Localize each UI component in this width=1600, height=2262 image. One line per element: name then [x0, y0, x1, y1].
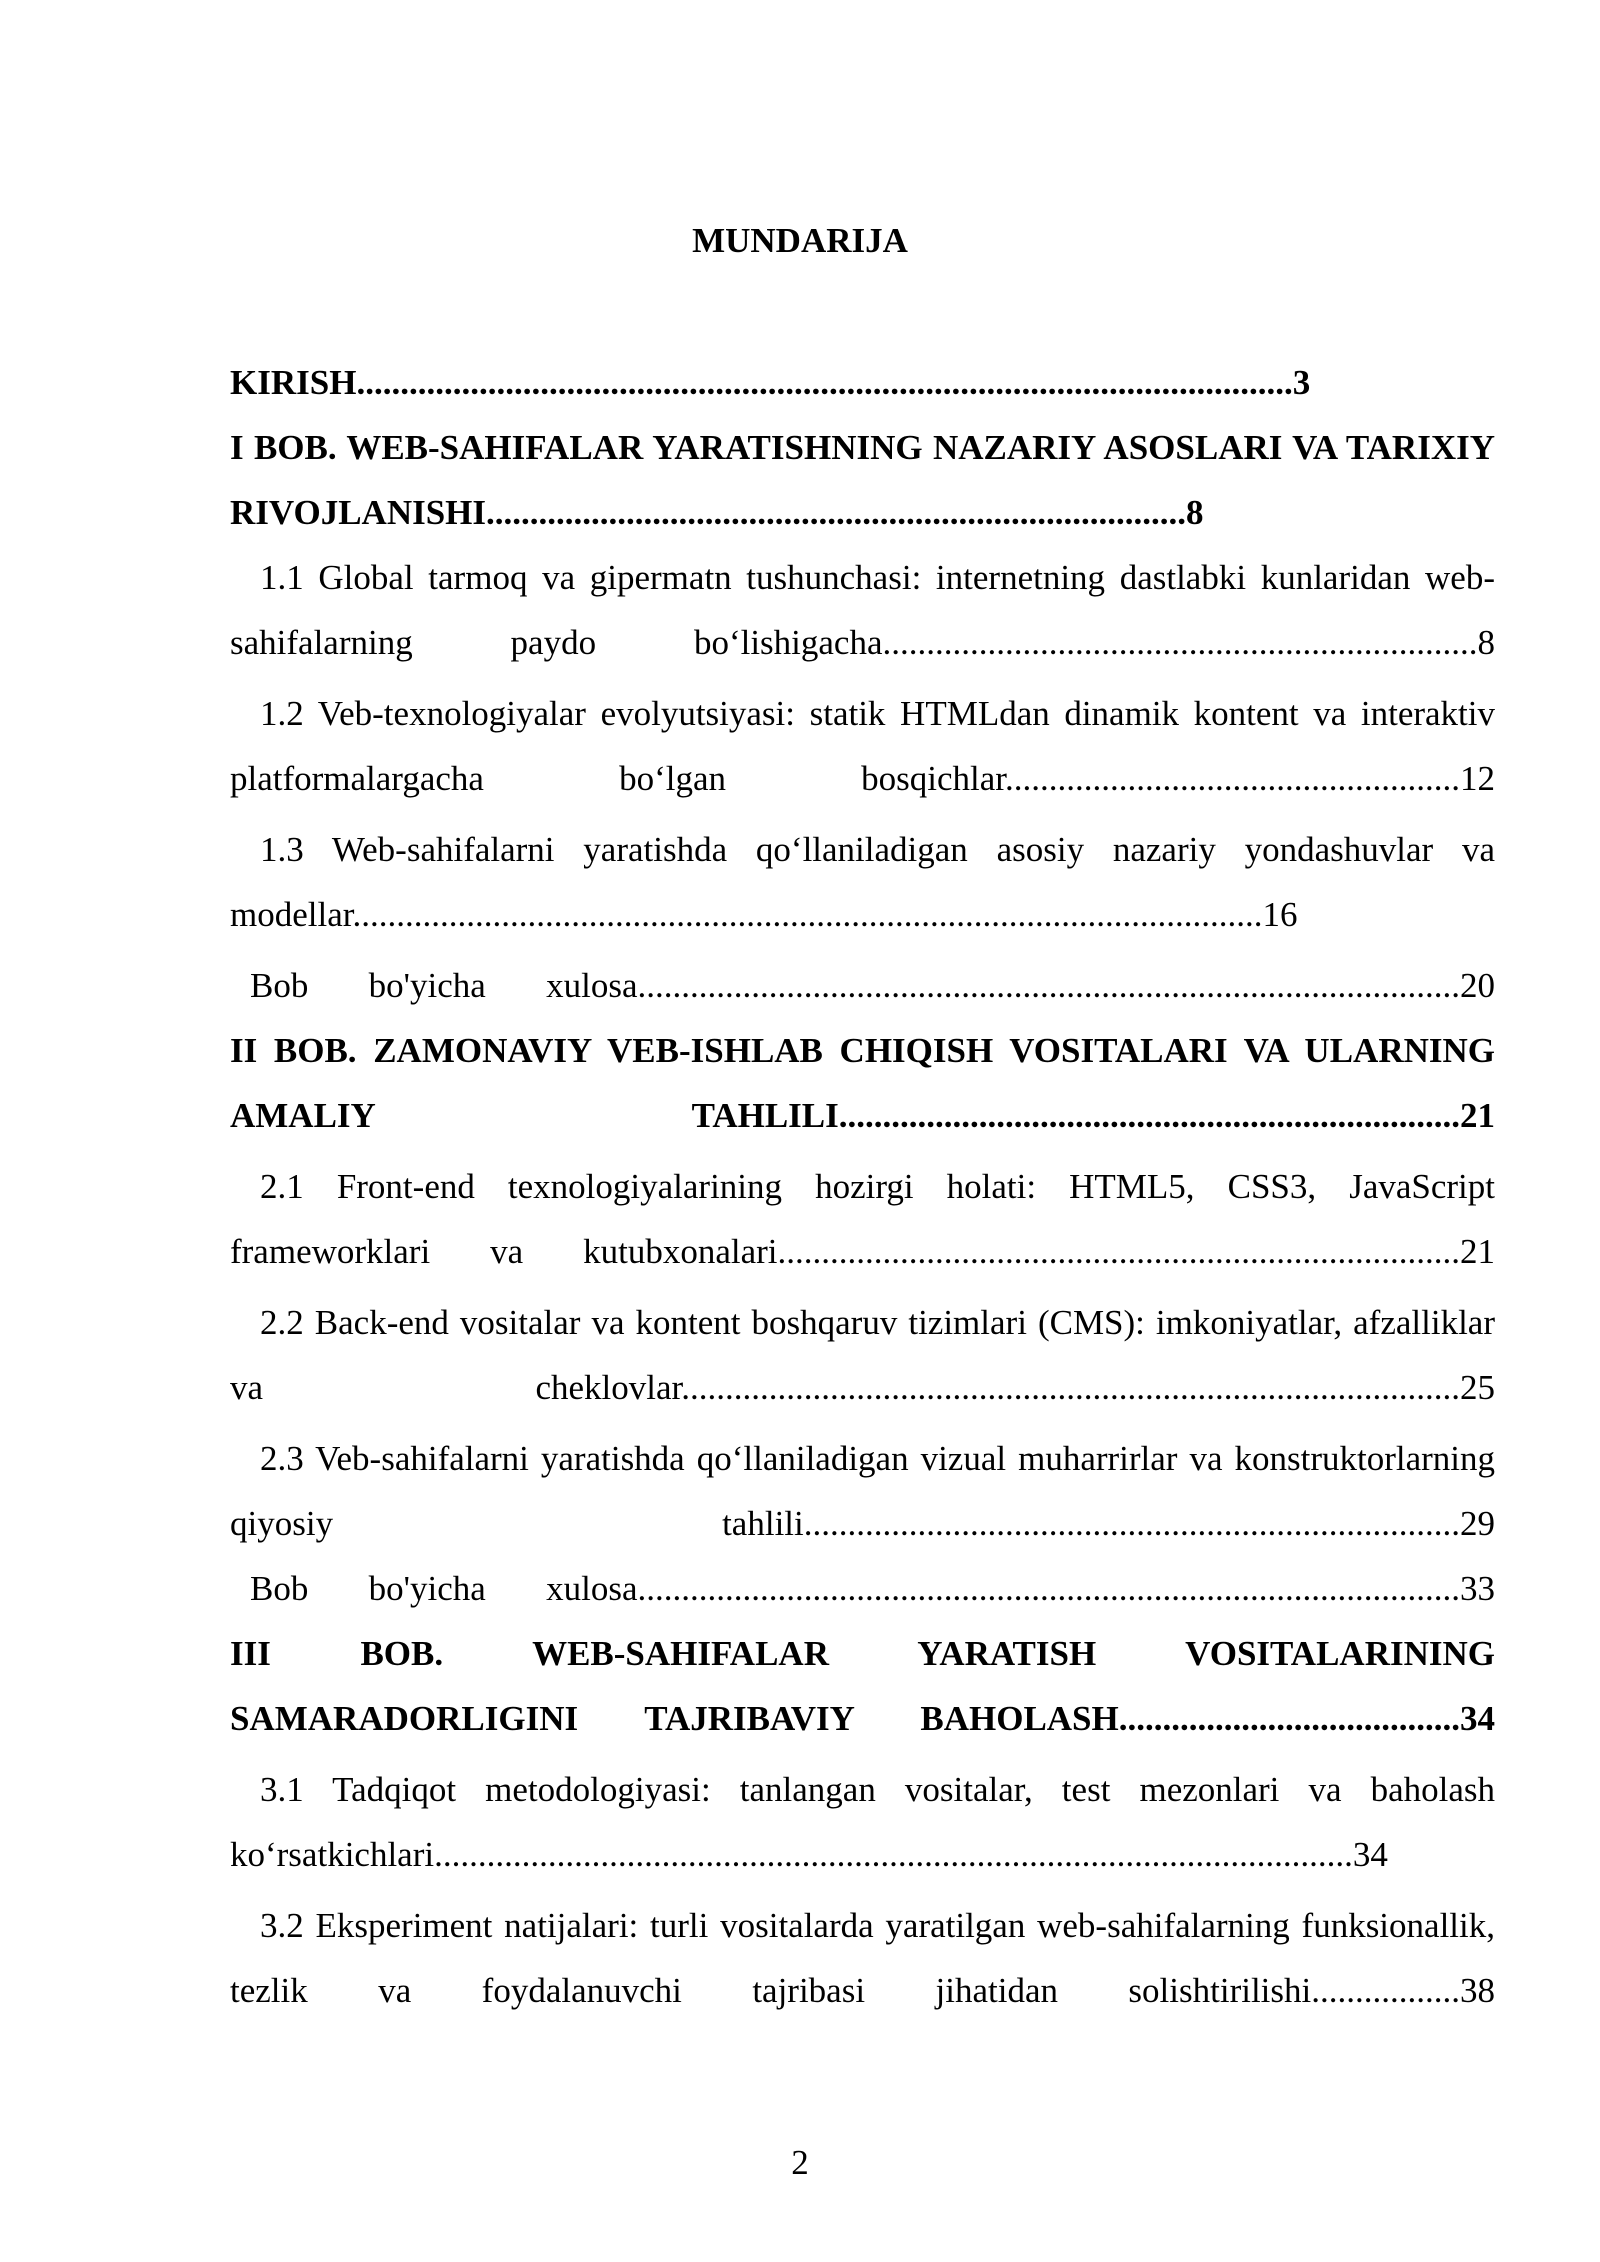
toc-entry-page: 12 — [1460, 759, 1495, 798]
toc-entry-text: Bob bo'yicha xulosa — [250, 966, 638, 1005]
leader-dots: .............................................................................. — [777, 1232, 1460, 1271]
toc-entry-page: 3 — [1292, 363, 1311, 402]
toc-entry-section-2-1[interactable] — [230, 1154, 1495, 1284]
toc-entry-chapter-1[interactable] — [230, 415, 1495, 545]
toc-entry-text: 3.2 Eksperiment natijalari: turli vositalarda yaratilgan web-sahifalarning funksionallik, tezlik va foydalanuvchi tajribasi jihatidan solishtirilishi — [230, 1906, 1495, 2010]
toc-entry-section-2-2[interactable] — [230, 1290, 1495, 1420]
leader-dots: ....................................................................... — [838, 1096, 1460, 1135]
leader-dots: ........................................................................................................... — [356, 363, 1293, 402]
toc-entry-page: 25 — [1460, 1368, 1495, 1407]
toc-entry-text: KIRISH — [230, 363, 357, 402]
toc-entry-text: 2.2 Back-end vositalar va kontent boshqaruv tizimlari (CMS): imkoniyatlar, afzalliklar va cheklovlar — [230, 1303, 1495, 1407]
table-of-contents — [230, 350, 1495, 2023]
toc-entry-page: 8 — [1477, 623, 1495, 662]
toc-entry-text: II BOB. ZAMONAVIY VEB-ISHLAB CHIQISH VOSITALARI VA ULARNING AMALIY TAHLILI — [230, 1031, 1495, 1135]
toc-entry-text: 1.3 Web-sahifalarni yaratishda qo‘llaniladigan asosiy nazariy yondashuvlar va modellar — [230, 830, 1495, 934]
leader-dots: .............................................................................................. — [637, 966, 1460, 1005]
toc-entry-text: 1.1 Global tarmoq va gipermatn tushunchasi: internetning dastlabki kunlaridan web-sahifalarning paydo bo‘lishigacha — [230, 558, 1495, 662]
toc-entry-section-3-2[interactable] — [230, 1893, 1495, 2023]
toc-entry-kirish[interactable] — [230, 350, 1495, 415]
leader-dots: ................. — [1311, 1971, 1460, 2010]
toc-entry-page: 33 — [1460, 1569, 1495, 1608]
toc-entry-page: 29 — [1460, 1504, 1495, 1543]
toc-entry-page: 20 — [1460, 966, 1495, 1005]
page-number: 2 — [791, 2143, 809, 2182]
toc-entry-page: 21 — [1460, 1232, 1495, 1271]
leader-dots: ........................................................................... — [803, 1504, 1460, 1543]
toc-entry-text: Bob bo'yicha xulosa — [250, 1569, 638, 1608]
leader-dots: ........................................................................................................ — [352, 895, 1263, 934]
leader-dots: ................................................................................ — [486, 493, 1187, 532]
toc-entry-summary-1[interactable] — [230, 953, 1495, 1018]
toc-entry-text: 2.1 Front-end texnologiyalarining hozirgi holati: HTML5, CSS3, JavaScript frameworklari va kutubxonalari — [230, 1167, 1495, 1271]
leader-dots: .................................................................... — [882, 623, 1478, 662]
leader-dots: ......................................................................................................... — [434, 1835, 1353, 1874]
toc-entry-summary-2[interactable] — [230, 1556, 1495, 1621]
toc-entry-text: 1.2 Veb-texnologiyalar evolyutsiyasi: statik HTMLdan dinamik kontent va interaktiv platformalargacha bo‘lgan bosqichlar — [230, 694, 1495, 798]
toc-entry-section-1-3[interactable] — [230, 817, 1495, 947]
page-title: MUNDARIJA — [692, 221, 908, 260]
toc-entry-page: 38 — [1460, 1971, 1495, 2010]
toc-entry-page: 21 — [1460, 1096, 1495, 1135]
toc-entry-text: 2.3 Veb-sahifalarni yaratishda qo‘llaniladigan vizual muharrirlar va konstruktorlarning qiyosiy tahlili — [230, 1439, 1495, 1543]
toc-entry-section-2-3[interactable] — [230, 1426, 1495, 1556]
toc-entry-page: 16 — [1262, 895, 1298, 934]
toc-entry-text: 3.1 Tadqiqot metodologiyasi: tanlangan vositalar, test mezonlari va baholash ko‘rsatkichlari — [230, 1770, 1495, 1874]
toc-entry-text: III BOB. WEB-SAHIFALAR YARATISH VOSITALARINING SAMARADORLIGINI TAJRIBAVIY BAHOLASH — [230, 1634, 1495, 1738]
leader-dots: ....................................... — [1118, 1699, 1460, 1738]
leader-dots: ......................................................................................... — [681, 1368, 1460, 1407]
toc-entry-text: I BOB. WEB-SAHIFALAR YARATISHNING NAZARIY ASOSLARI VA TARIXIY RIVOJLANISHI — [230, 428, 1495, 532]
toc-entry-page: 34 — [1460, 1699, 1495, 1738]
toc-entry-chapter-3[interactable] — [230, 1621, 1495, 1751]
leader-dots: .................................................... — [1005, 759, 1460, 798]
toc-entry-page: 8 — [1186, 493, 1204, 532]
toc-entry-section-1-2[interactable] — [230, 681, 1495, 811]
toc-entry-page: 34 — [1352, 1835, 1388, 1874]
toc-entry-chapter-2[interactable] — [230, 1018, 1495, 1148]
leader-dots: .............................................................................................. — [637, 1569, 1460, 1608]
toc-entry-section-3-1[interactable] — [230, 1757, 1495, 1887]
toc-entry-section-1-1[interactable] — [230, 545, 1495, 675]
